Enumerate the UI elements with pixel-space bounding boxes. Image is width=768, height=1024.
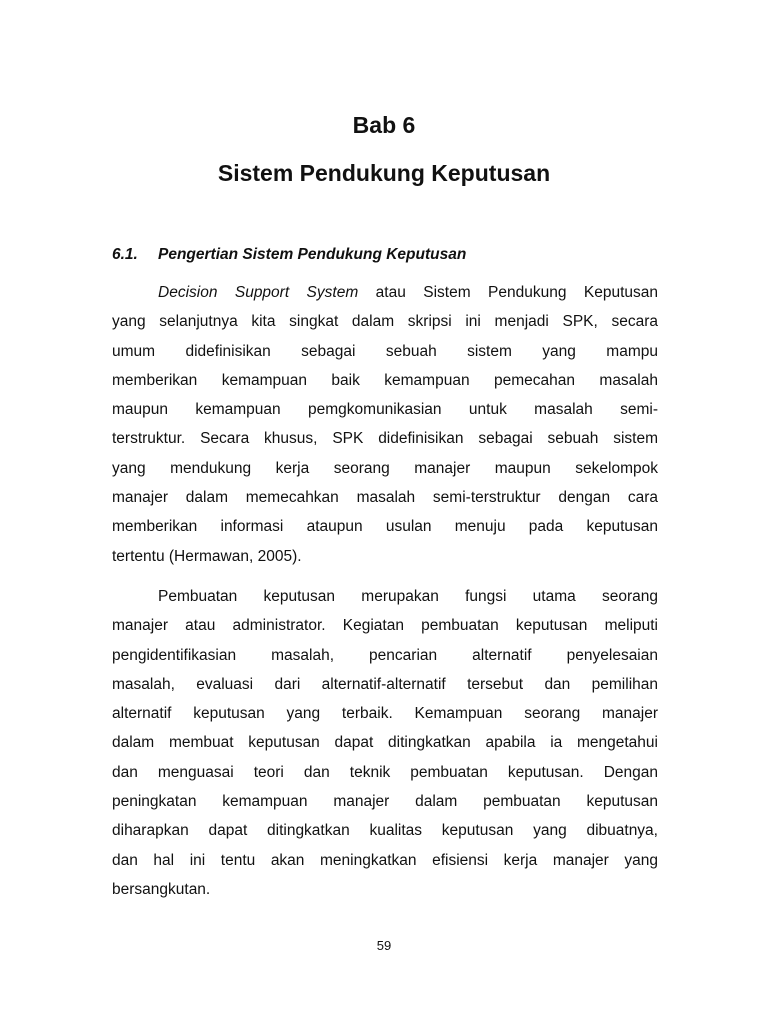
paragraph-line: bersangkutan.	[112, 880, 211, 898]
paragraph-line: pengidentifikasian masalah, pencarian alternatif penyelesaian	[112, 646, 658, 664]
section-heading	[112, 243, 466, 267]
paragraph-line: memberikan informasi ataupun usulan menuju pada keputusan	[112, 518, 658, 536]
paragraph-line: yang mendukung kerja seorang manajer maupun sekelompok	[112, 459, 658, 477]
chapter-title: Sistem Pendukung Keputusan	[217, 160, 551, 186]
paragraph-line: tertentu (Hermawan, 2005).	[112, 547, 302, 565]
section-title: Pengertian Sistem Pendukung Keputusan	[158, 246, 467, 263]
paragraph-line-text: atau Sistem Pendukung Keputusan	[358, 284, 658, 301]
paragraph-line: terstruktur. Secara khusus, SPK didefinisikan sebagai sebuah sistem	[112, 430, 658, 448]
paragraph-line: dan menguasai teori dan teknik pembuatan keputusan. Dengan	[112, 763, 658, 781]
paragraph-line: yang selanjutnya kita singkat dalam skripsi ini menjadi SPK, secara	[112, 313, 658, 331]
paragraph-1	[112, 278, 658, 571]
paragraph-line: dalam membuat keputusan dapat ditingkatkan apabila ia mengetahui	[112, 734, 658, 752]
paragraph-line: masalah, evaluasi dari alternatif-alternatif tersebut dan pemilihan	[112, 675, 658, 693]
paragraph-line: Pembuatan keputusan merupakan fungsi utama seorang	[158, 588, 658, 605]
paragraph-2	[112, 582, 658, 904]
paragraph-line: peningkatan kemampuan manajer dalam pembuatan keputusan	[112, 793, 658, 811]
paragraph-line: dan hal ini tentu akan meningkatkan efisiensi kerja manajer yang	[112, 851, 658, 869]
decision-support-system-term: Decision Support System	[158, 284, 359, 301]
paragraph-line: alternatif keputusan yang terbaik. Kemampuan seorang manajer	[112, 705, 658, 723]
paragraph-line: umum didefinisikan sebagai sebuah sistem yang mampu	[112, 342, 658, 360]
paragraph-line	[112, 278, 658, 307]
paragraph-line: memberikan kemampuan baik kemampuan pemecahan masalah	[112, 371, 658, 389]
paragraph-line: maupun kemampuan pemgkomunikasian untuk masalah semi-	[112, 401, 658, 419]
chapter-label: Bab 6	[352, 112, 416, 138]
paragraph-line: manajer atau administrator. Kegiatan pembuatan keputusan meliputi	[112, 617, 658, 635]
section-number: 6.1.	[112, 246, 138, 263]
page-number: 59	[376, 938, 392, 953]
paragraph-line: manajer dalam memecahkan masalah semi-terstruktur dengan cara	[112, 489, 658, 507]
paragraph-line: diharapkan dapat ditingkatkan kualitas keputusan yang dibuatnya,	[112, 822, 658, 840]
